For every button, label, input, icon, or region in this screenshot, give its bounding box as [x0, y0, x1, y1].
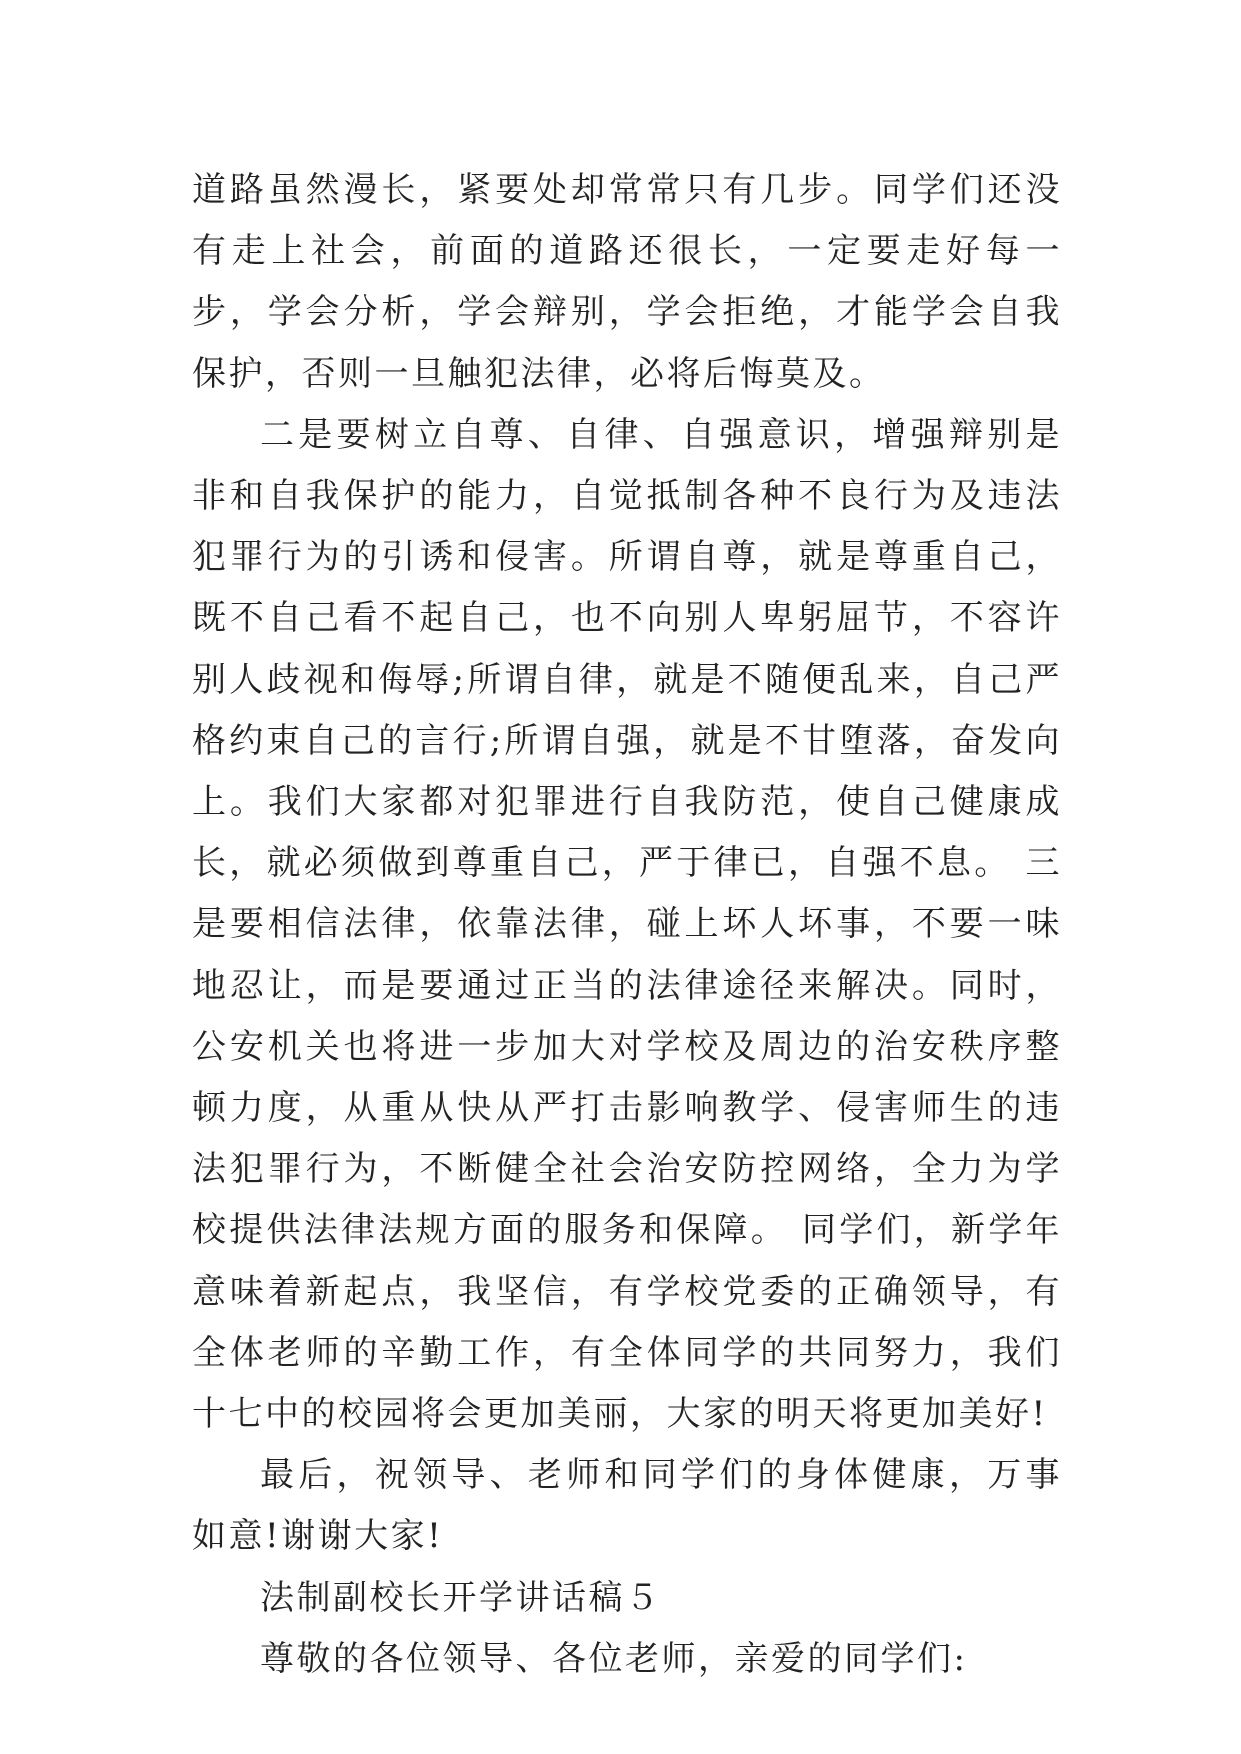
paragraph-2: 二是要树立自尊、自律、自强意识，增强辩别是非和自我保护的能力，自觉抵制各种不良行为及违法犯罪行为的引诱和侵害。所谓自尊，就是尊重自己，既不自己看不起自己，也不向别人卑躬屈节，不容许别人歧视和侮辱;所谓自律，就是不随便乱来，自己严格约束自己的言行;所谓自强，就是不甘堕落，奋发向上。我们大家都对犯罪进行自我防范，使自己健康成长，就必须做到尊重自己，严于律已，自强不息。 三是要相信法律，依靠法律，碰上坏人坏事，不要一味地忍让，而是要通过正当的法律途径来解决。同时，公安机关也将进一步加大对学校及周边的治安秩序整顿力度，从重从快从严打击影响教学、侵害师生的违法犯罪行为，不断健全社会治安防控网络，全力为学校提供法律法规方面的服务和保障。 同学们，新学年意味着新起点，我坚信，有学校党委的正确领导，有全体老师的辛勤工作，有全体同学的共同努力，我们十七中的校园将会更加美丽，大家的明天将更加美好! — [192, 414, 1062, 1435]
paragraph-3: 最后，祝领导、老师和同学们的身体健康，万事如意!谢谢大家! — [192, 1455, 1062, 1557]
document-body — [192, 160, 1062, 1690]
salutation: 尊敬的各位领导、各位老师，亲爱的同学们: — [260, 1638, 968, 1679]
paragraph-1: 道路虽然漫长，紧要处却常常只有几步。同学们还没有走上社会，前面的道路还很长，一定要走好每一步，学会分析，学会辩别，学会拒绝，才能学会自我保护，否则一旦触犯法律，必将后悔莫及。 — [192, 170, 1062, 394]
section-heading: 法制副校长开学讲话稿５ — [260, 1577, 662, 1618]
